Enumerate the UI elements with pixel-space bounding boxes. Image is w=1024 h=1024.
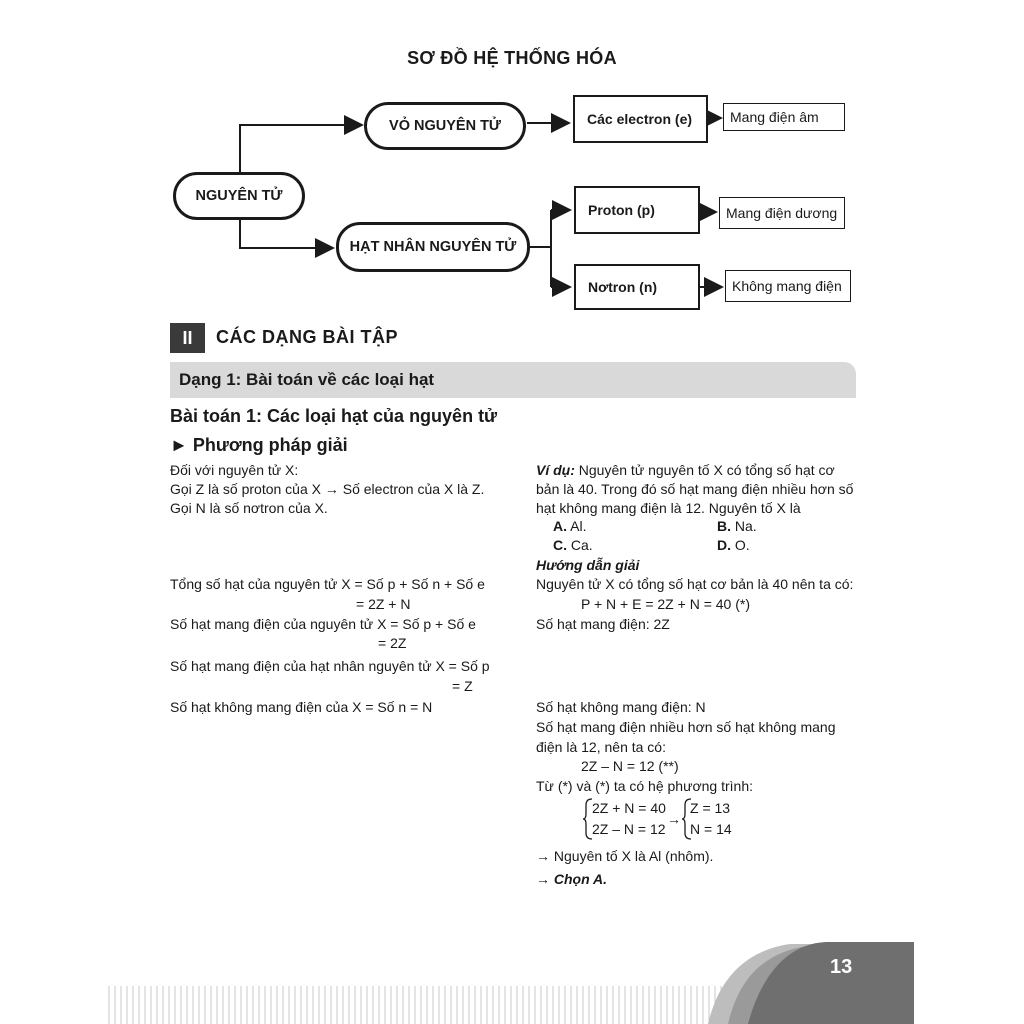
section-badge: II bbox=[170, 323, 205, 353]
option-d-key: D. bbox=[717, 537, 731, 553]
example-text-1: Nguyên tử nguyên tố X có tổng số hạt cơ bbox=[574, 462, 835, 478]
solution-line-2: Số hạt mang điện: 2Z bbox=[536, 616, 670, 632]
solution-eq-2: 2Z – N = 12 (**) bbox=[581, 758, 679, 774]
node-vo-nguyen-tu: VỎ NGUYÊN TỬ bbox=[364, 102, 526, 150]
option-a-key: A. bbox=[553, 518, 567, 534]
example-label: Ví dụ: bbox=[536, 462, 575, 478]
formula-charged: Số hạt mang điện của nguyên tử X = Số p + Số e bbox=[170, 616, 476, 632]
option-c bbox=[553, 536, 593, 555]
formula-total: Tổng số hạt của nguyên tử X = Số p + Số n + Số e bbox=[170, 576, 485, 592]
method-heading: ► Phương pháp giải bbox=[170, 435, 348, 455]
dang-heading bbox=[170, 362, 856, 398]
answer-line: → Chọn A. bbox=[536, 871, 608, 887]
node-neutron: Nơtron (n) bbox=[574, 264, 700, 310]
conclusion-line: → Nguyên tố X là Al (nhôm). bbox=[536, 848, 714, 864]
node-electron: Các electron (e) bbox=[573, 95, 708, 143]
formula-neutral: Số hạt không mang điện của X = Số n = N bbox=[170, 699, 433, 715]
node-neutron-charge: Không mang điện bbox=[725, 270, 851, 302]
solution-line-5: điện là 12, nên ta có: bbox=[536, 739, 666, 755]
section-title: CÁC DẠNG BÀI TẬP bbox=[216, 327, 398, 347]
node-hat-nhan: HẠT NHÂN NGUYÊN TỬ bbox=[336, 222, 530, 272]
formula-total-result: = 2Z + N bbox=[356, 596, 411, 612]
solution-line-4: Số hạt mang điện nhiều hơn số hạt không mang bbox=[536, 719, 836, 735]
diagram-title: SƠ ĐỒ HỆ THỐNG HÓA bbox=[407, 48, 617, 68]
option-b-key: B. bbox=[717, 518, 731, 534]
diagram-connectors bbox=[0, 0, 1024, 330]
dang-heading-text: Dạng 1: Bài toán về các loại hạt bbox=[179, 370, 435, 389]
option-b-text: Na. bbox=[731, 518, 757, 534]
example-line-1 bbox=[536, 461, 835, 480]
node-proton: Proton (p) bbox=[574, 186, 700, 234]
example-line-3: hạt không mang điện là 12. Nguyên tố X là bbox=[536, 500, 801, 516]
example-line-2: bản là 40. Trong đó số hạt mang điện nhiều hơn số bbox=[536, 481, 854, 497]
option-b bbox=[717, 517, 757, 536]
system-arrow: → bbox=[667, 811, 681, 827]
node-electron-charge: Mang điện âm bbox=[723, 103, 845, 131]
left-line-1: Đối với nguyên tử X: bbox=[170, 462, 299, 478]
page-number: 13 bbox=[830, 956, 853, 978]
option-c-key: C. bbox=[553, 537, 567, 553]
system-eq-1: 2Z + N = 40 bbox=[592, 800, 666, 816]
solution-eq-1: P + N + E = 2Z + N = 40 (*) bbox=[581, 596, 750, 612]
system-result-1: Z = 13 bbox=[690, 800, 731, 816]
node-nguyen-tu: NGUYÊN TỬ bbox=[173, 172, 305, 220]
option-a bbox=[553, 517, 586, 536]
formula-nucleus: Số hạt mang điện của hạt nhân nguyên tử X = Số p bbox=[170, 658, 490, 674]
system-result-2: N = 14 bbox=[690, 821, 732, 837]
solution-line-3: Số hạt không mang điện: N bbox=[536, 699, 706, 715]
left-line-3: Gọi N là số nơtron của X. bbox=[170, 500, 328, 516]
option-d bbox=[717, 536, 750, 555]
formula-nucleus-result: = Z bbox=[452, 678, 473, 694]
option-a-text: Al. bbox=[567, 518, 587, 534]
page-footer-decoration bbox=[0, 930, 1024, 1024]
solution-line-6: Từ (*) và (*) ta có hệ phương trình: bbox=[536, 778, 754, 794]
option-c-text: Ca. bbox=[567, 537, 593, 553]
bai-toan-heading: Bài toán 1: Các loại hạt của nguyên tử bbox=[170, 406, 498, 426]
system-eq-2: 2Z – N = 12 bbox=[592, 821, 666, 837]
solution-line-1: Nguyên tử X có tổng số hạt cơ bản là 40 nên ta có: bbox=[536, 576, 854, 592]
formula-charged-result: = 2Z bbox=[378, 635, 407, 651]
left-line-2: Gọi Z là số proton của X → Số electron của X là Z. bbox=[170, 481, 485, 497]
node-proton-charge: Mang điện dương bbox=[719, 197, 845, 229]
option-d-text: O. bbox=[731, 537, 750, 553]
solution-heading: Hướng dẫn giải bbox=[536, 557, 640, 573]
